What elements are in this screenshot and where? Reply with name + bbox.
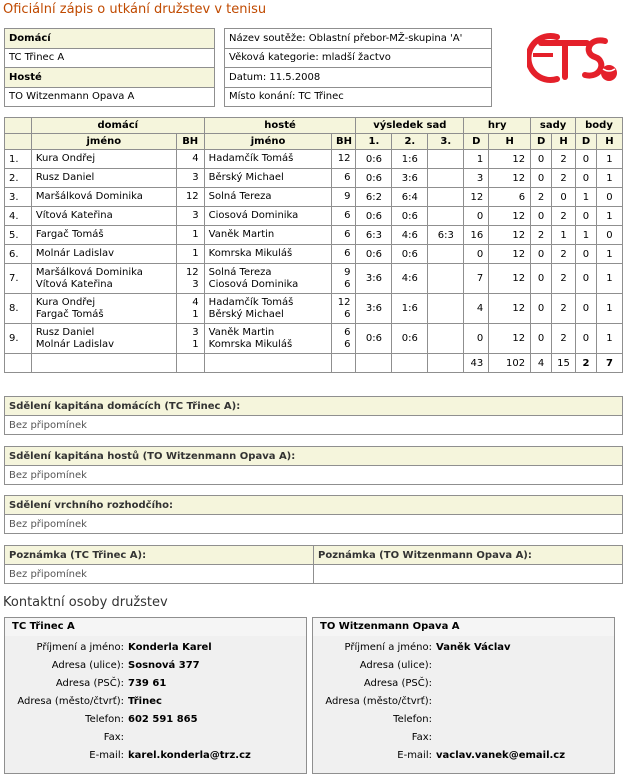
home-player-line: Kura Ondřej	[35, 153, 96, 164]
guest-player	[204, 188, 332, 207]
guest-contact-row	[315, 692, 612, 710]
notes-table	[4, 545, 623, 584]
home-player-line: Rusz Daniel	[35, 326, 95, 338]
header-guest-name: jméno	[204, 134, 332, 150]
home-player	[31, 226, 176, 245]
guest-bh	[332, 264, 356, 294]
table-row	[5, 294, 623, 324]
home-bh	[176, 188, 204, 207]
guest-contact-team: TO Witzenmann Opava A	[313, 618, 614, 636]
home-contact-label: Adresa (PSČ):	[55, 677, 124, 689]
games-d: 7	[464, 264, 489, 294]
header-points-h: H	[596, 134, 622, 150]
guest-bh-line: 6	[344, 248, 351, 259]
guest-contact-label: Fax:	[411, 731, 432, 743]
home-player-line: Fargač Tomáš	[35, 308, 104, 320]
guest-player-line: Solná Tereza	[208, 191, 272, 202]
set-3	[428, 188, 464, 207]
games-d: 12	[464, 188, 489, 207]
points-h: 1	[596, 324, 622, 354]
row-number: 6.	[5, 245, 32, 264]
set-1: 0:6	[356, 150, 392, 169]
points-h: 1	[596, 207, 622, 226]
header-guest: hosté	[204, 118, 356, 134]
guest-bh-line: 6	[344, 278, 351, 290]
guest-captain-remark	[4, 446, 623, 485]
set-1: 0:6	[356, 324, 392, 354]
guest-bh-line: 6	[344, 308, 351, 320]
set-3	[428, 150, 464, 169]
guest-contact-row	[315, 728, 612, 746]
home-player	[31, 324, 176, 354]
totals-blank	[31, 354, 176, 373]
sady-d: 0	[531, 169, 552, 188]
games-h: 12	[489, 169, 531, 188]
home-player	[31, 188, 176, 207]
home-contact-value: Konderla Karel	[128, 641, 212, 653]
guest-bh-line: 12	[337, 153, 351, 164]
guest-bh-line: 6	[344, 210, 351, 221]
home-bh-line: 12	[185, 266, 199, 278]
sady-d: 0	[531, 324, 552, 354]
set-1: 0:6	[356, 207, 392, 226]
table-row	[5, 264, 623, 294]
set-3	[428, 169, 464, 188]
guest-bh	[332, 324, 356, 354]
sady-d: 0	[531, 207, 552, 226]
home-contact-row	[7, 656, 304, 674]
home-contact-team: TC Třinec A	[5, 618, 306, 636]
venue: Místo konání: TC Třinec	[225, 87, 492, 107]
home-bh	[176, 226, 204, 245]
header-points: body	[576, 118, 623, 134]
points-h: 0	[596, 226, 622, 245]
home-player-line: Fargač Tomáš	[35, 229, 104, 240]
points-d: 0	[576, 150, 597, 169]
home-contact-row	[7, 638, 304, 656]
points-d: 0	[576, 169, 597, 188]
guest-contact-label: Příjmení a jméno:	[344, 641, 432, 653]
home-bh	[176, 294, 204, 324]
category: Věková kategorie: mladší žactvo	[225, 48, 492, 68]
totals-blank	[356, 354, 392, 373]
total-sady-h: 15	[552, 354, 576, 373]
guest-bh	[332, 150, 356, 169]
guest-contact-label: Adresa (PSČ):	[363, 677, 432, 689]
home-bh-line: 1	[192, 338, 199, 350]
guest-team: TO Witzenmann Opava A	[5, 87, 215, 107]
guest-contact-value: vaclav.vanek@email.cz	[436, 749, 566, 761]
guest-contact-label: Adresa (ulice):	[359, 659, 432, 671]
home-bh-line: 1	[192, 229, 199, 240]
guest-player-line: Komrska Mikuláš	[208, 248, 293, 259]
home-player	[31, 150, 176, 169]
guest-player-line: Hadamčík Tomáš	[208, 153, 294, 164]
set-2: 1:6	[392, 294, 428, 324]
row-number: 9.	[5, 324, 32, 354]
set-3	[428, 207, 464, 226]
games-h: 12	[489, 150, 531, 169]
set-1: 0:6	[356, 169, 392, 188]
home-player-line: Vítová Kateřina	[35, 278, 113, 290]
home-contact-row	[7, 710, 304, 728]
note-home-label: Poznámka (TC Třinec A):	[5, 546, 314, 565]
games-d: 0	[464, 245, 489, 264]
points-d: 1	[576, 188, 597, 207]
home-captain-value: Bez připomínek	[5, 416, 623, 435]
totals-blank	[392, 354, 428, 373]
home-player-line: Maršálková Dominika	[35, 266, 143, 278]
row-number: 1.	[5, 150, 32, 169]
home-bh-line: 4	[192, 153, 199, 164]
guest-player-line: Vaněk Martin	[208, 326, 275, 338]
games-d: 0	[464, 324, 489, 354]
points-d: 0	[576, 294, 597, 324]
points-d: 1	[576, 226, 597, 245]
guest-player-line: Komrska Mikuláš	[208, 338, 293, 350]
home-bh	[176, 324, 204, 354]
row-number: 3.	[5, 188, 32, 207]
guest-contact-box	[312, 617, 615, 774]
home-contact-value: karel.konderla@trz.cz	[128, 749, 251, 761]
guest-player	[204, 226, 332, 245]
guest-captain-value: Bez připomínek	[5, 466, 623, 485]
header-home: domácí	[31, 118, 204, 134]
note-home-value: Bez připomínek	[5, 565, 314, 584]
page-title: Oficiální zápis o utkání družstev v tenisu	[3, 2, 267, 17]
match-info	[224, 28, 492, 107]
home-contact-row	[7, 692, 304, 710]
set-2: 0:6	[392, 324, 428, 354]
guest-player-line: Běrský Michael	[208, 308, 284, 320]
referee-value: Bez připomínek	[5, 515, 623, 534]
table-row	[5, 150, 623, 169]
header-sady-d: D	[531, 134, 552, 150]
row-number: 8.	[5, 294, 32, 324]
guest-contact-label: E-mail:	[397, 749, 432, 761]
home-player-line: Rusz Daniel	[35, 172, 95, 183]
points-d: 0	[576, 264, 597, 294]
header-home-bh: BH	[176, 134, 204, 150]
guest-player	[204, 207, 332, 226]
guest-bh-line: 6	[344, 338, 351, 350]
guest-bh	[332, 226, 356, 245]
games-h: 12	[489, 264, 531, 294]
guest-player-line: Solná Tereza	[208, 266, 272, 278]
points-h: 1	[596, 150, 622, 169]
home-player	[31, 169, 176, 188]
contacts-title: Kontaktní osoby družstev	[3, 595, 168, 610]
home-bh	[176, 150, 204, 169]
header-sady: sady	[531, 118, 576, 134]
home-contact-row	[7, 746, 304, 764]
games-d: 3	[464, 169, 489, 188]
referee-label: Sdělení vrchního rozhodčího:	[5, 496, 623, 515]
guest-bh-line: 6	[344, 326, 351, 338]
header-set1: 1.	[356, 134, 392, 150]
total-points-d: 2	[576, 354, 597, 373]
set-1: 3:6	[356, 294, 392, 324]
header-set2: 2.	[392, 134, 428, 150]
home-bh	[176, 207, 204, 226]
sady-d: 2	[531, 188, 552, 207]
home-player-line: Molnár Ladislav	[35, 338, 115, 350]
guest-player	[204, 264, 332, 294]
guest-player	[204, 294, 332, 324]
table-row	[5, 226, 623, 245]
note-guest-label: Poznámka (TO Witzenmann Opava A):	[314, 546, 623, 565]
totals-blank	[5, 354, 32, 373]
table-row	[5, 188, 623, 207]
points-d: 0	[576, 207, 597, 226]
home-contact-label: Adresa (město/čtvrť):	[17, 695, 124, 707]
home-player-line: Molnár Ladislav	[35, 248, 115, 259]
header-blank2	[5, 134, 32, 150]
set-1: 3:6	[356, 264, 392, 294]
set-3	[428, 264, 464, 294]
row-number: 5.	[5, 226, 32, 245]
home-label: Domácí	[5, 29, 215, 49]
games-h: 6	[489, 188, 531, 207]
total-games-d: 43	[464, 354, 489, 373]
row-number: 2.	[5, 169, 32, 188]
guest-contact-label: Adresa (město/čtvrť):	[325, 695, 432, 707]
table-row	[5, 324, 623, 354]
sady-h: 1	[552, 226, 576, 245]
home-contact-label: E-mail:	[89, 749, 124, 761]
points-h: 1	[596, 169, 622, 188]
home-contact-label: Fax:	[103, 731, 124, 743]
points-d: 0	[576, 324, 597, 354]
home-player	[31, 245, 176, 264]
set-1: 6:2	[356, 188, 392, 207]
home-player-line: Maršálková Dominika	[35, 191, 143, 202]
note-guest-value	[314, 565, 623, 584]
guest-player-line: Běrský Michael	[208, 172, 284, 183]
date: Datum: 11.5.2008	[225, 68, 492, 88]
games-h: 12	[489, 294, 531, 324]
sady-h: 2	[552, 245, 576, 264]
guest-bh	[332, 245, 356, 264]
home-bh-line: 12	[185, 191, 199, 202]
set-1: 0:6	[356, 245, 392, 264]
home-bh	[176, 169, 204, 188]
guest-bh-line: 6	[344, 229, 351, 240]
points-h: 0	[596, 188, 622, 207]
games-h: 12	[489, 226, 531, 245]
home-team: TC Třinec A	[5, 48, 215, 68]
home-player-line: Kura Ondřej	[35, 296, 96, 308]
home-captain-label: Sdělení kapitána domácích (TC Třinec A):	[5, 397, 623, 416]
home-captain-remark	[4, 396, 623, 435]
set-2: 6:4	[392, 188, 428, 207]
header-games-h: H	[489, 134, 531, 150]
games-h: 12	[489, 324, 531, 354]
home-contact-box	[4, 617, 307, 774]
totals-blank	[204, 354, 332, 373]
guest-player	[204, 150, 332, 169]
table-row	[5, 207, 623, 226]
totals-blank	[428, 354, 464, 373]
set-2: 4:6	[392, 226, 428, 245]
header-games-d: D	[464, 134, 489, 150]
home-contact-label: Příjmení a jméno:	[36, 641, 124, 653]
home-bh-line: 4	[192, 296, 199, 308]
guest-bh	[332, 188, 356, 207]
sady-h: 0	[552, 188, 576, 207]
results-table	[4, 117, 623, 373]
set-3	[428, 294, 464, 324]
guest-player	[204, 169, 332, 188]
home-bh-line: 3	[192, 172, 199, 183]
games-h: 12	[489, 207, 531, 226]
set-1: 6:3	[356, 226, 392, 245]
set-2: 3:6	[392, 169, 428, 188]
totals-blank	[176, 354, 204, 373]
home-contact-row	[7, 728, 304, 746]
home-contact-value: Třinec	[128, 695, 162, 707]
home-bh-line: 3	[192, 326, 199, 338]
referee-remark	[4, 495, 623, 534]
sady-h: 2	[552, 169, 576, 188]
points-h: 1	[596, 264, 622, 294]
total-sady-d: 4	[531, 354, 552, 373]
home-bh-line: 3	[192, 210, 199, 221]
sady-d: 0	[531, 245, 552, 264]
guest-contact-row	[315, 674, 612, 692]
home-bh-line: 3	[192, 278, 199, 290]
header-sets: výsledek sad	[356, 118, 464, 134]
set-2: 1:6	[392, 150, 428, 169]
total-points-h: 7	[596, 354, 622, 373]
sady-h: 2	[552, 150, 576, 169]
guest-player-line: Hadamčík Tomáš	[208, 296, 294, 308]
sady-d: 2	[531, 226, 552, 245]
points-h: 1	[596, 245, 622, 264]
home-player	[31, 207, 176, 226]
total-games-h: 102	[489, 354, 531, 373]
guest-contact-row	[315, 710, 612, 728]
home-contact-label: Adresa (ulice):	[51, 659, 124, 671]
header-games: hry	[464, 118, 531, 134]
guest-bh-line: 6	[344, 172, 351, 183]
guest-captain-label: Sdělení kapitána hostů (TO Witzenmann Opava A):	[5, 447, 623, 466]
header-sady-h: H	[552, 134, 576, 150]
cts-logo-icon	[527, 27, 621, 89]
home-player	[31, 264, 176, 294]
guest-bh-line: 9	[344, 266, 351, 278]
guest-bh-line: 12	[337, 296, 351, 308]
sady-d: 0	[531, 294, 552, 324]
set-2: 4:6	[392, 264, 428, 294]
points-d: 0	[576, 245, 597, 264]
games-d: 0	[464, 207, 489, 226]
set-3: 6:3	[428, 226, 464, 245]
totals-blank	[332, 354, 356, 373]
row-number: 7.	[5, 264, 32, 294]
guest-bh	[332, 294, 356, 324]
home-player	[31, 294, 176, 324]
header-guest-bh: BH	[332, 134, 356, 150]
sady-d: 0	[531, 264, 552, 294]
home-player-line: Vítová Kateřina	[35, 210, 113, 221]
set-2: 0:6	[392, 245, 428, 264]
header-set3: 3.	[428, 134, 464, 150]
home-bh	[176, 245, 204, 264]
row-number: 4.	[5, 207, 32, 226]
home-contact-value: Sosnová 377	[128, 659, 200, 671]
guest-player-line: Vaněk Martin	[208, 229, 275, 240]
set-2: 0:6	[392, 207, 428, 226]
home-contact-value: 739 61	[128, 677, 167, 689]
guest-contact-row	[315, 746, 612, 764]
guest-contact-value: Vaněk Václav	[436, 641, 511, 653]
games-d: 1	[464, 150, 489, 169]
sady-h: 2	[552, 294, 576, 324]
home-bh	[176, 264, 204, 294]
sady-h: 2	[552, 207, 576, 226]
guest-player-line: Ciosová Dominika	[208, 210, 299, 221]
games-d: 4	[464, 294, 489, 324]
guest-contact-row	[315, 638, 612, 656]
header-points-d: D	[576, 134, 597, 150]
totals-row	[5, 354, 623, 373]
points-h: 1	[596, 294, 622, 324]
guest-contact-body	[315, 638, 612, 771]
guest-contact-label: Telefon:	[393, 713, 432, 725]
competition: Název soutěže: Oblastní přebor-MŽ-skupina 'A'	[225, 29, 492, 49]
sady-d: 0	[531, 150, 552, 169]
guest-bh	[332, 169, 356, 188]
sady-h: 2	[552, 264, 576, 294]
guest-label: Hosté	[5, 68, 215, 88]
table-row	[5, 245, 623, 264]
home-contact-value: 602 591 865	[128, 713, 198, 725]
set-3	[428, 245, 464, 264]
home-contact-body	[7, 638, 304, 771]
games-d: 16	[464, 226, 489, 245]
table-row	[5, 169, 623, 188]
guest-player	[204, 245, 332, 264]
games-h: 12	[489, 245, 531, 264]
teams-info	[4, 28, 215, 107]
home-bh-line: 1	[192, 248, 199, 259]
home-contact-label: Telefon:	[85, 713, 124, 725]
home-bh-line: 1	[192, 308, 199, 320]
header-blank	[5, 118, 32, 134]
set-3	[428, 324, 464, 354]
guest-bh	[332, 207, 356, 226]
sady-h: 2	[552, 324, 576, 354]
guest-player-line: Ciosová Dominika	[208, 278, 299, 290]
guest-bh-line: 9	[344, 191, 351, 202]
header-home-name: jméno	[31, 134, 176, 150]
guest-contact-row	[315, 656, 612, 674]
home-contact-row	[7, 674, 304, 692]
guest-player	[204, 324, 332, 354]
